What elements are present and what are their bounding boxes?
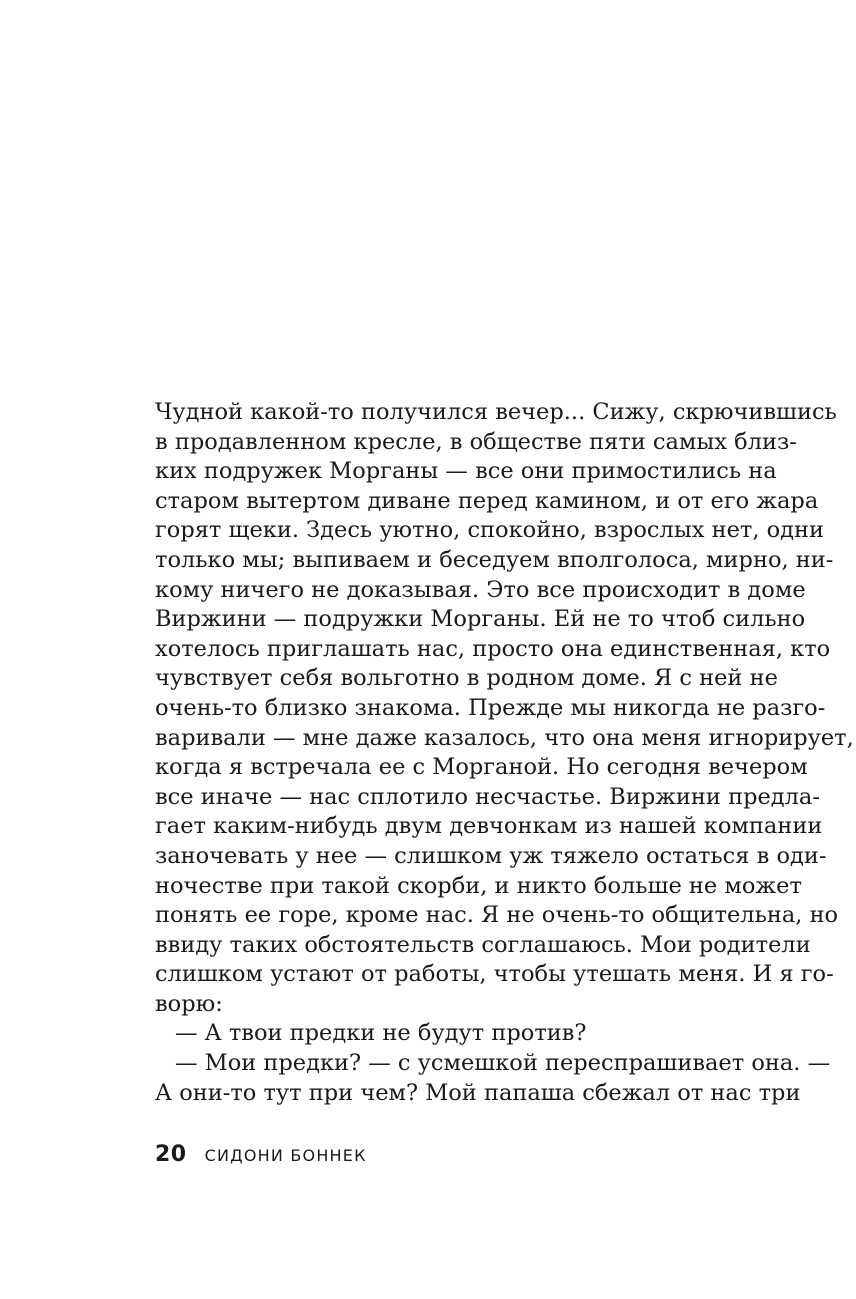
dialogue-line: — Мои предки? — с усмешкой переспрашивает она. — [175,1050,831,1077]
page-footer [155,1142,367,1172]
text-line: только мы; выпиваем и беседуем вполголоса, мирно, ни- [155,546,834,573]
text-line: А они-то тут при чем? Мой папаша сбежал от нас три [155,1079,801,1106]
text-line: заночевать у нее — слишком уж тяжело остаться в оди- [155,842,827,869]
text-line: в продавленном кресле, в обществе пяти самых близ- [155,428,797,455]
text-line: чувствует себя вольготно в родном доме. Я с ней не [155,665,778,692]
text-line: слишком устают от работы, чтобы утешать меня. И я го- [155,961,834,988]
body-text [155,398,854,1108]
text-line: хотелось приглашать нас, просто она единственная, кто [155,635,831,662]
text-line: понять ее горе, кроме нас. Я не очень-то общительна, но [155,902,839,929]
text-line: горят щеки. Здесь уютно, спокойно, взрослых нет, одни [155,517,825,544]
text-line: ввиду таких обстоятельств соглашаюсь. Мои родители [155,931,811,958]
running-head-author: СИДОНИ БОННЕК [204,1146,367,1165]
page-number: 20 [155,1142,187,1167]
text-line: гает каким-нибудь двум девчонкам из нашей компании [155,813,823,840]
text-line: все иначе — нас сплотило несчастье. Виржини предла- [155,783,820,810]
text-line: варивали — мне даже казалось, что она меня игнорирует, [155,724,854,751]
text-line: кому ничего не доказывая. Это все происходит в доме [155,576,806,603]
text-line: Чудной какой-то получился вечер... Сижу, скрючившись [155,399,837,425]
text-line: Виржини — подружки Морганы. Ей не то чтоб сильно [155,606,806,633]
dialogue-line: — А твои предки не будут против? [175,1020,587,1047]
text-line: когда я встречала ее с Морганой. Но сегодня вечером [155,754,808,781]
text-line: старом вытертом диване перед камином, и от его жара [155,487,819,514]
text-line: ночестве при такой скорби, и никто больше не может [155,872,802,899]
text-line: ворю: [155,990,223,1017]
text-line: ких подружек Морганы — все они примостились на [155,458,777,485]
text-line: очень-то близко знакома. Прежде мы никогда не разго- [155,694,826,721]
